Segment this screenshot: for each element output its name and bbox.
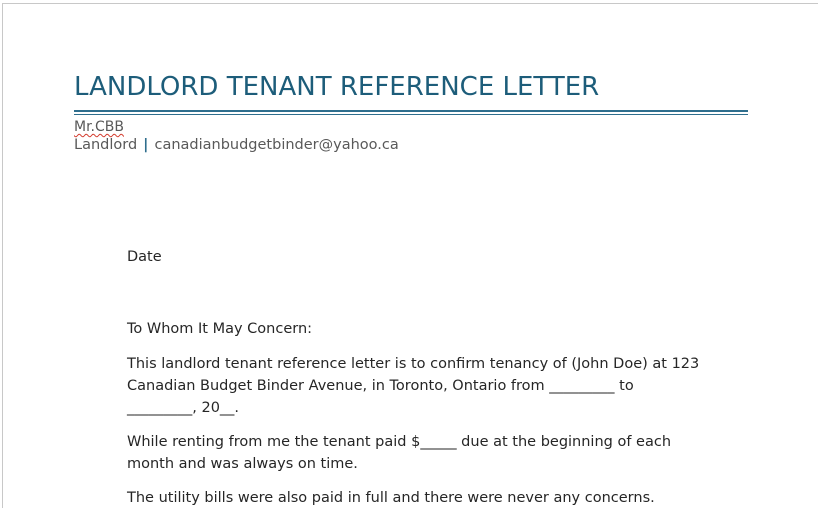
date-line[interactable]: Date	[127, 249, 162, 265]
salutation[interactable]: To Whom It May Concern:	[127, 321, 313, 337]
page-top-edge	[2, 3, 818, 4]
title-rule-thin	[74, 114, 748, 115]
paragraph-line[interactable]: month and was always on time.	[127, 456, 358, 472]
sender-contact-line	[74, 137, 399, 153]
page-left-edge	[2, 3, 3, 508]
title-rule-thick	[74, 110, 748, 112]
paragraph-line[interactable]: _________, 20__.	[127, 400, 240, 416]
paragraph-line[interactable]: Canadian Budget Binder Avenue, in Toronto, Ontario from _________ to	[127, 378, 634, 394]
document-title[interactable]: LANDLORD TENANT REFERENCE LETTER	[74, 72, 600, 102]
paragraph-line[interactable]: While renting from me the tenant paid $_____ due at the beginning of each	[127, 434, 672, 450]
sender-role[interactable]: Landlord	[74, 137, 138, 153]
paragraph-line[interactable]: This landlord tenant reference letter is to confirm tenancy of (John Doe) at 123	[127, 356, 700, 372]
contact-separator: |	[143, 137, 149, 153]
paragraph-line[interactable]: The utility bills were also paid in full and there were never any concerns.	[127, 490, 655, 506]
sender-name[interactable]: Mr.CBB	[74, 119, 124, 135]
sender-email[interactable]: canadianbudgetbinder@yahoo.ca	[154, 137, 399, 153]
